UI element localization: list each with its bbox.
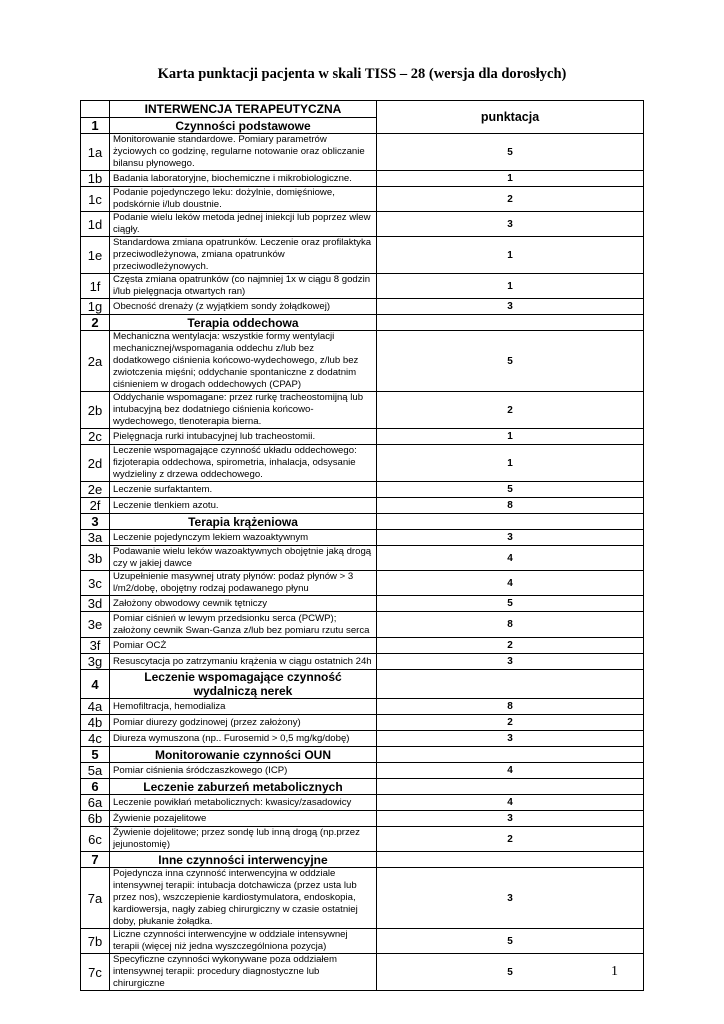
item-points: 3 [377,212,644,237]
table-row-4b [81,715,644,731]
header-row [81,101,644,118]
item-description: Resuscytacja po zatrzymaniu krążenia w ciągu ostatnich 24h [110,654,377,670]
section-row-7 [81,852,644,868]
table-row-1d [81,212,644,237]
table-row-7c [81,954,644,991]
item-points: 2 [377,638,644,654]
item-code: 3g [81,654,110,670]
item-description: Badania laboratoryjne, biochemiczne i mikrobiologiczne. [110,171,377,187]
item-points: 3 [377,530,644,546]
item-description: Pomiar ciśnień w lewym przedsionku serca (PCWP); założony cewnik Swan-Ganza z/lub bez pomiaru rzutu serca [110,612,377,638]
item-description: Założony obwodowy cewnik tętniczy [110,596,377,612]
section-row-3 [81,514,644,530]
table-row-4c [81,731,644,747]
item-code: 2d [81,445,110,482]
section-points-cell [377,315,644,331]
section-points-cell [377,747,644,763]
item-description: Mechaniczna wentylacja: wszystkie formy wentylacji mechanicznej/wspomagania oddechu z/lub bez dodatkowego ciśnienia końcowo-wydechowego, z/lub bez zwiotczenia mięśni; oddychanie spontaniczne z dodatnim ciśnieniem w drogach oddechowych (CPAP) [110,331,377,392]
header-code-cell [81,101,110,118]
item-code: 2c [81,429,110,445]
item-code: 1g [81,299,110,315]
item-code: 3d [81,596,110,612]
item-points: 1 [377,445,644,482]
item-points: 5 [377,331,644,392]
item-code: 1c [81,187,110,212]
item-code: 6c [81,827,110,852]
section-points-cell [377,670,644,699]
item-description: Żywienie pozajelitowe [110,811,377,827]
table-row-3f [81,638,644,654]
section-title: Inne czynności interwencyjne [110,852,377,868]
table-row-2e [81,482,644,498]
item-points: 3 [377,299,644,315]
table-row-6a [81,795,644,811]
table-row-2b [81,392,644,429]
item-description: Uzupełnienie masywnej utraty płynów: podaż płynów > 3 l/m2/dobę, obojętny rodzaj podawanego płynu [110,571,377,596]
table-row-1g [81,299,644,315]
table-row-2c [81,429,644,445]
item-points: 5 [377,929,644,954]
item-code: 1e [81,237,110,274]
item-points: 5 [377,954,644,991]
item-points: 3 [377,868,644,929]
section-title: Leczenie wspomagające czynność wydalniczą nerek [110,670,377,699]
item-description: Pomiar diurezy godzinowej (przez założony) [110,715,377,731]
item-points: 1 [377,237,644,274]
item-description: Diureza wymuszona (np.. Furosemid > 0,5 mg/kg/dobę) [110,731,377,747]
table-row-1b [81,171,644,187]
item-points: 8 [377,699,644,715]
table-row-1e [81,237,644,274]
item-code: 2e [81,482,110,498]
table-row-3g [81,654,644,670]
item-code: 1a [81,134,110,171]
table-row-3b [81,546,644,571]
table-row-1c [81,187,644,212]
item-points: 8 [377,498,644,514]
item-code: 7a [81,868,110,929]
table-row-6c [81,827,644,852]
table-row-7b [81,929,644,954]
section-row-6 [81,779,644,795]
section-points-cell [377,779,644,795]
table-row-3d [81,596,644,612]
item-description: Pomiar OCŻ [110,638,377,654]
item-description: Częsta zmiana opatrunków (co najmniej 1x w ciągu 8 godzin i/lub pielęgnacja otwartych ran) [110,274,377,299]
page-number: 1 [611,964,618,979]
item-points: 3 [377,731,644,747]
item-code: 5a [81,763,110,779]
section-title: Terapia krążeniowa [110,514,377,530]
table-row-4a [81,699,644,715]
tiss-score-table [80,100,644,991]
item-code: 2b [81,392,110,429]
item-points: 2 [377,392,644,429]
item-code: 3f [81,638,110,654]
section-title: Terapia oddechowa [110,315,377,331]
table-row-2d [81,445,644,482]
item-description: Obecność drenaży (z wyjątkiem sondy żołądkowej) [110,299,377,315]
item-code: 7b [81,929,110,954]
section-code: 5 [81,747,110,763]
item-code: 1b [81,171,110,187]
section-code: 7 [81,852,110,868]
table-row-1a [81,134,644,171]
table-row-3a [81,530,644,546]
section-points-cell [377,514,644,530]
item-code: 1d [81,212,110,237]
item-description: Leczenie tlenkiem azotu. [110,498,377,514]
item-points: 3 [377,654,644,670]
item-points: 8 [377,612,644,638]
table-row-7a [81,868,644,929]
item-points: 2 [377,827,644,852]
section-code: 2 [81,315,110,331]
item-code: 2f [81,498,110,514]
section-title: Monitorowanie czynności OUN [110,747,377,763]
table-row-1f [81,274,644,299]
item-description: Monitorowanie standardowe. Pomiary parametrów życiowych co godzinę, regularne notowanie oraz obliczanie bilansu płynowego. [110,134,377,171]
table-row-5a [81,763,644,779]
item-description: Hemofiltracja, hemodializa [110,699,377,715]
table-row-2f [81,498,644,514]
item-description: Specyficzne czynności wykonywane poza oddziałem intensywnej terapii: procedury diagnostyczne lub chirurgiczne [110,954,377,991]
item-code: 4a [81,699,110,715]
item-description: Liczne czynności interwencyjne w oddziale intensywnej terapii (więcej niż jedna wyszczególniona pozycja) [110,929,377,954]
item-points: 1 [377,171,644,187]
item-description: Żywienie dojelitowe; przez sondę lub inną drogą (np.przez jejunostomię) [110,827,377,852]
item-points: 4 [377,795,644,811]
item-description: Standardowa zmiana opatrunków. Leczenie oraz profilaktyka przeciwodleżynowa, zmiana opatrunków przeciwodleżynowych. [110,237,377,274]
item-code: 7c [81,954,110,991]
section-row-5 [81,747,644,763]
item-description: Podanie wielu leków metoda jednej iniekcji lub poprzez wlew ciągły. [110,212,377,237]
section-row-4 [81,670,644,699]
item-description: Leczenie powikłań metabolicznych: kwasicy/zasadowicy [110,795,377,811]
section-code: 6 [81,779,110,795]
item-code: 4c [81,731,110,747]
section-title: Leczenie zaburzeń metabolicznych [110,779,377,795]
table-row-6b [81,811,644,827]
table-row-3c [81,571,644,596]
item-description: Pojedyncza inna czynność interwencyjna w oddziale intensywnej terapii: intubacja dotchawicza (przez usta lub przez nos), wszczepienie kardiostymulatora, endoskopia, kardiowersja, nagły zabieg chirurgiczny w czasie ostatniej doby, płukanie żołądka. [110,868,377,929]
item-code: 2a [81,331,110,392]
item-points: 2 [377,715,644,731]
header-title: INTERWENCJA TERAPEUTYCZNA [110,101,377,118]
section-points-cell [377,852,644,868]
section-code: 1 [81,118,110,134]
item-points: 5 [377,596,644,612]
item-points: 4 [377,571,644,596]
item-description: Leczenie pojedynczym lekiem wazoaktywnym [110,530,377,546]
item-description: Podanie pojedynczego leku: dożylnie, domięśniowe, podskórnie i/lub doustnie. [110,187,377,212]
item-code: 3a [81,530,110,546]
item-points: 3 [377,811,644,827]
item-code: 3b [81,546,110,571]
item-description: Pielęgnacja rurki intubacyjnej lub tracheostomii. [110,429,377,445]
item-points: 1 [377,429,644,445]
item-points: 4 [377,763,644,779]
item-points: 4 [377,546,644,571]
table-row-3e [81,612,644,638]
item-code: 4b [81,715,110,731]
item-points: 1 [377,274,644,299]
item-code: 6b [81,811,110,827]
table-row-2a [81,331,644,392]
points-column-header: punktacja [377,101,644,134]
item-description: Leczenie wspomagające czynność układu oddechowego: fizjoterapia oddechowa, spirometria, inhalacja, odsysanie wydzieliny z drzewa oddechowego. [110,445,377,482]
item-description: Leczenie surfaktantem. [110,482,377,498]
section-code: 4 [81,670,110,699]
item-code: 1f [81,274,110,299]
section-title: Czynności podstawowe [110,118,377,134]
item-code: 6a [81,795,110,811]
section-row-2 [81,315,644,331]
item-description: Podawanie wielu leków wazoaktywnych obojętnie jaką drogą czy w jakiej dawce [110,546,377,571]
item-code: 3e [81,612,110,638]
section-code: 3 [81,514,110,530]
item-description: Oddychanie wspomagane: przez rurkę tracheostomijną lub intubacyjną bez dodatniego ciśnienia końcowo-wydechowego, tlenoterapia bierna. [110,392,377,429]
item-code: 3c [81,571,110,596]
item-description: Pomiar ciśnienia śródczaszkowego (ICP) [110,763,377,779]
item-points: 2 [377,187,644,212]
item-points: 5 [377,134,644,171]
item-points: 5 [377,482,644,498]
document-title: Karta punktacji pacjenta w skali TISS – 28 (wersja dla dorosłych) [157,66,567,82]
